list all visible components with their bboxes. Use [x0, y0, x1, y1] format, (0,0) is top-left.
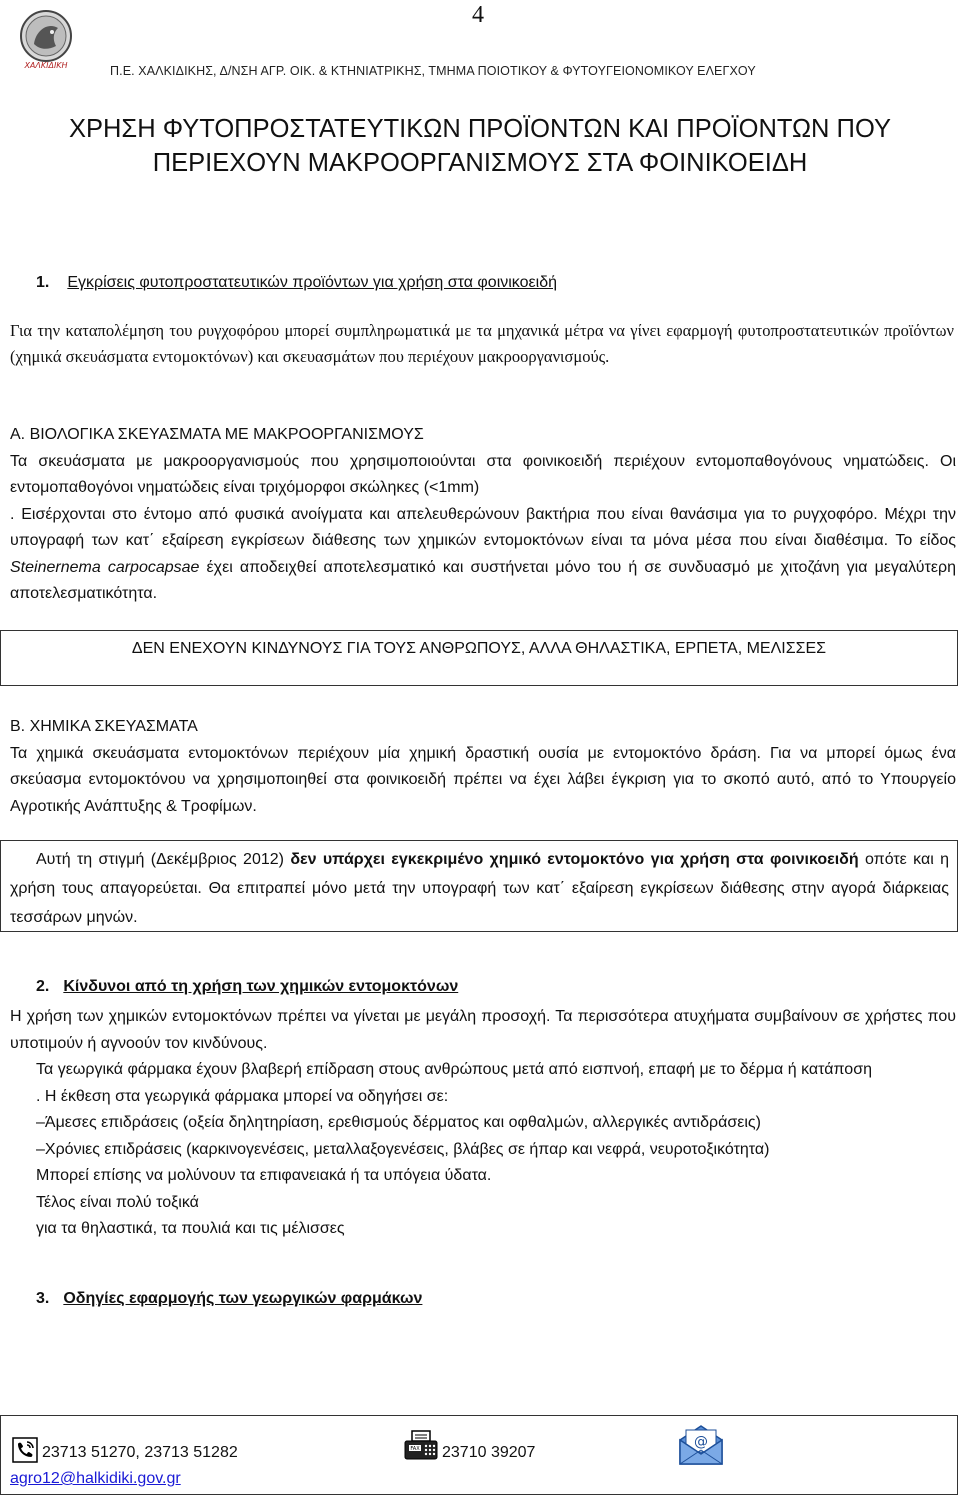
svg-text:@: @: [694, 1434, 708, 1450]
email-icon: [676, 1422, 726, 1466]
section-2-paragraph-2: Τα γεωργικά φάρμακα έχουν βλαβερή επίδραση στους ανθρώπους μετά από εισπνοή, επαφή με το δέρμα ή κατάποση: [36, 1061, 872, 1078]
section-2-body: [10, 1004, 956, 1243]
section-3-title: Οδηγίες εφαρμογής των γεωργικών φαρμάκων: [63, 1290, 423, 1307]
fax-icon: [404, 1430, 438, 1460]
page-number: 4: [472, 2, 484, 28]
document-title: [0, 112, 960, 180]
organization-header: Π.Ε. ΧΑΛΚΙΔΙΚΗΣ, Δ/ΝΣΗ ΑΓΡ. ΟΙΚ. & ΚΤΗΝΙΑΤΡΙΚΗΣ, ΤΜΗΜΑ ΠΟΙΟΤΙΚΟΥ & ΦΥΤΟΥΓΕΙΟΝΟΜΙΚΟΥ ΕΛΕΓΧΟΥ: [110, 64, 756, 78]
section-a-paragraph-1: Τα σκευάσματα με μακροοργανισμούς που χρησιμοποιούνται στα φοινικοειδή περιέχουν εντομοπαθογόνους νηματώδεις. Οι εντομοπαθογόνοι νηματώδεις είναι τριχόμορφοι σκώληκες (<1mm): [10, 452, 956, 496]
notice-text: [10, 845, 949, 932]
section-2-number: 2.: [36, 978, 50, 995]
section-1-intro: Για την καταπολέμηση του ρυγχοφόρου μπορεί συμπληρωματικά με τα μηχανικά μέτρα να γίνει εφαρμογή φυτοπροστατευτικών προϊόντων (χημικά σκευάσματα εντομοκτόνων) και σκευασμάτων που περιέχουν μακροοργανισμούς.: [10, 321, 954, 366]
section-2-list-item-2: –Χρόνιες επιδράσεις (καρκινογενέσεις, μεταλλαξογενέσεις, βλάβες σε ήπαρ και νεφρά, νευροτοξικότητα): [36, 1140, 770, 1158]
section-3-heading: [36, 1290, 422, 1308]
section-2-paragraph-1: Η χρήση των χημικών εντομοκτόνων πρέπει να γίνεται με μεγάλη προσοχή. Τα περισσότερα ατυχήματα συμβαίνουν σε χρήστες που υποτιμούν ή αγνοούν τον κινδύνους.: [10, 1008, 956, 1052]
phone-numbers: 23713 51270, 23713 51282: [42, 1444, 238, 1461]
section-2-title: Κίνδυνοι από τη χρήση των χημικών εντομοκτόνων: [63, 978, 459, 995]
title-line-2: ΠΕΡΙΕΧΟΥΝ ΜΑΚΡΟΟΡΓΑΝΙΣΜΟΥΣ ΣΤΑ ΦΟΙΝΙΚΟΕΙΔΗ: [152, 149, 808, 177]
species-name: Steinernema carpocapsae: [10, 558, 200, 576]
section-b-heading: Β. ΧΗΜΙΚΑ ΣΚΕΥΑΣΜΑΤΑ: [10, 718, 198, 735]
section-a-heading: Α. ΒΙΟΛΟΓΙΚΑ ΣΚΕΥΑΣΜΑΤΑ ΜΕ ΜΑΚΡΟΟΡΓΑΝΙΣΜΟΥΣ: [10, 426, 424, 443]
notice-part: οπότε και η χρήση τους απαγορεύεται. Θα επιτραπεί μόνο μετά την υπογραφή των κατ΄ εξαίρεση εγκρίσεων διάθεσης στην αγορά διάρκειας τεσσάρων μηνών.: [10, 851, 950, 926]
svg-text:FAX: FAX: [410, 1446, 420, 1452]
section-1-heading: [36, 274, 557, 292]
section-a: [10, 422, 956, 608]
warning-box: ΔΕΝ ΕΝΕΧΟΥΝ ΚΙΝΔΥΝΟΥΣ ΓΙΑ ΤΟΥΣ ΑΝΘΡΩΠΟΥΣ, ΑΛΛΑ ΘΗΛΑΣΤΙΚΑ, ΕΡΠΕΤΑ, ΜΕΛΙΣΣΕΣ: [0, 630, 958, 686]
section-b-paragraph-1: Τα χημικά σκευάσματα εντομοκτόνων περιέχουν μία χημική δραστική ουσία με εντομοκτόνο δράση. Για να μπορεί όμως ένα σκεύασμα εντομοκτόνου να χρησιμοποιηθεί στα φοινικοειδή πρέπει να έχει λάβει έγκριση για το σκοπό αυτό, από το Υπουργείο Αγροτικής Ανάπτυξης & Τροφίμων.: [10, 744, 956, 815]
notice-part: Αυτή τη στιγμή (Δεκέμβριος 2012): [36, 851, 291, 868]
fax-number: 23710 39207: [442, 1444, 536, 1461]
section-2-paragraph-4: Μπορεί επίσης να μολύνουν τα επιφανειακά ή τα υπόγεια ύδατα.: [36, 1167, 492, 1184]
paragraph-text: έχει αποδειχθεί αποτελεσματικό και συστήνεται μόνο του ή σε συνδυασμό με χιτοζάνη για μεγαλύτερη αποτελεσματικότητα.: [10, 558, 957, 602]
section-3-number: 3.: [36, 1290, 50, 1307]
title-line-1: ΧΡΗΣΗ ΦΥΤΟΠΡΟΣΤΑΤΕΥΤΙΚΩΝ ΠΡΟΪΟΝΤΩΝ ΚΑΙ ΠΡΟΪΟΝΤΩΝ ΠΟΥ: [69, 115, 891, 143]
section-2-paragraph-3: . Η έκθεση στα γεωργικά φάρμακα μπορεί να οδηγήσει σε:: [36, 1087, 449, 1105]
section-2-heading: [36, 978, 458, 996]
section-a-paragraph-2: [10, 502, 956, 608]
telephone-icon: [12, 1437, 38, 1463]
section-1-number: 1.: [36, 274, 50, 291]
section-2-list-item-1: –Άμεσες επιδράσεις (οξεία δηλητηρίαση, ερεθισμούς δέρματος και οφθαλμών, αλλεργικές αντιδράσεις): [36, 1114, 761, 1131]
section-2-paragraph-5: Τέλος είναι πολύ τοξικά: [36, 1193, 199, 1211]
logo-caption: ΧΑΛΚΙΔΙΚΗ: [24, 61, 68, 70]
notice-box: [0, 840, 958, 932]
section-1-title: Εγκρίσεις φυτοπροστατευτικών προϊόντων για χρήση στα φοινικοειδή: [67, 274, 557, 291]
section-2-paragraph-6: για τα θηλαστικά, τα πουλιά και τις μέλισσες: [36, 1220, 345, 1237]
email-link[interactable]: agro12@halkidiki.gov.gr: [10, 1470, 181, 1487]
section-b: [10, 714, 956, 820]
coin-emblem-icon: [8, 8, 84, 70]
notice-emphasis: δεν υπάρχει εγκεκριμένο χημικό εντομοκτόνο για χρήση στα φοινικοειδή: [290, 851, 859, 868]
paragraph-text: . Εισέρχονται στο έντομο από φυσικά ανοίγματα και απελευθερώνουν βακτήρια που είναι θανάσιμα για το ρυγχοφόρο. Μέχρι την υπογραφή των κατ΄ εξαίρεση εγκρίσεων διάθεσης των χημικών εντομοκτόνων είναι τα μόνα μέσα που είναι διαθέσιμα. Το είδος: [10, 505, 956, 549]
